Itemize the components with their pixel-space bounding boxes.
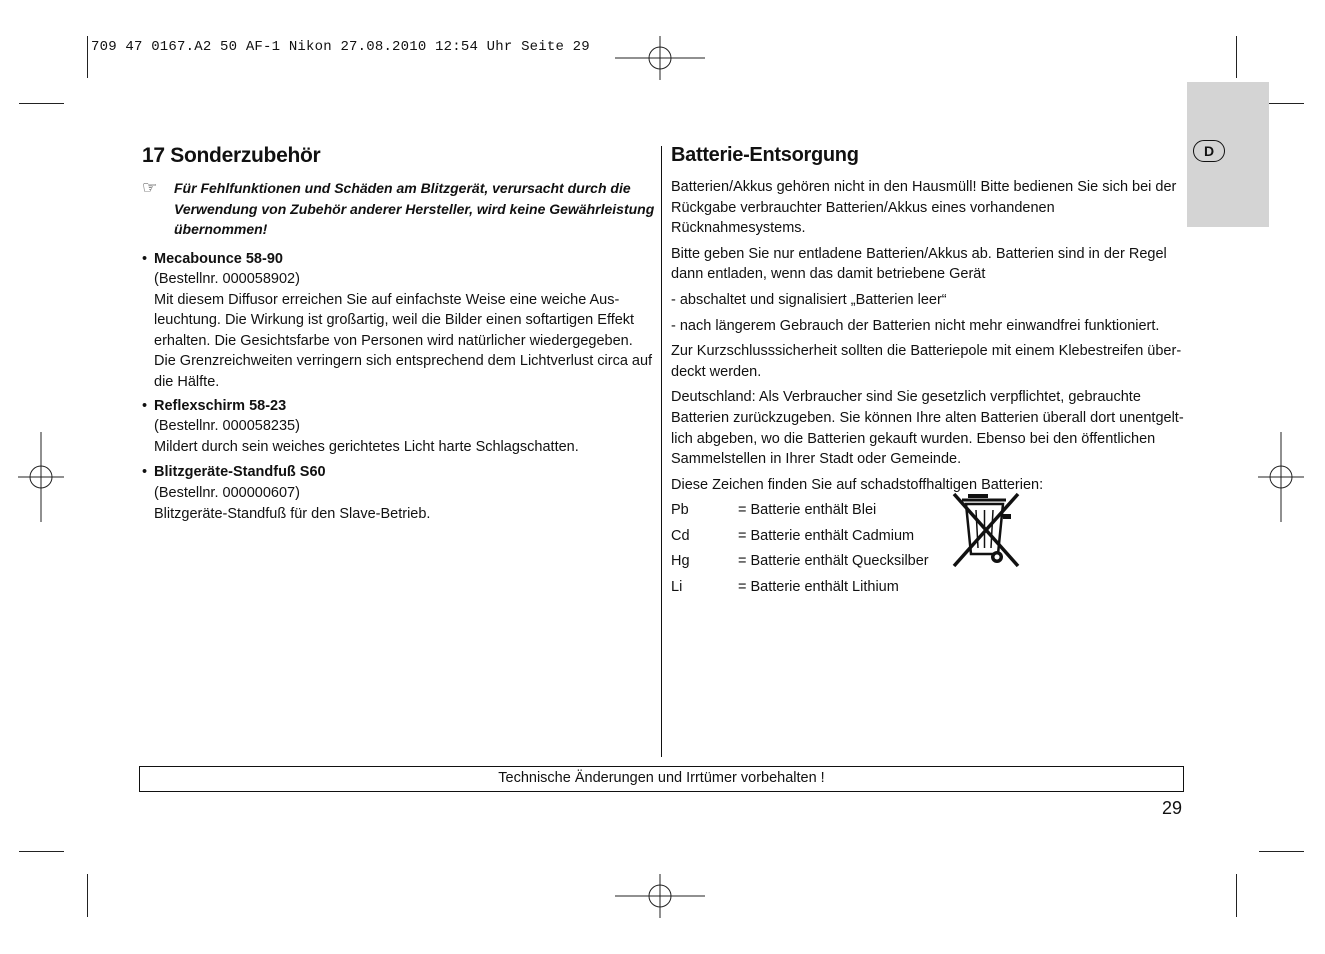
paragraph: Zur Kurzschlusssicherheit sollten die Batteriepole mit einem Klebestreifen über- deckt werden.: [671, 343, 1182, 380]
accessory-title: Mecabounce 58-90: [154, 250, 283, 267]
page-number: 29: [1161, 798, 1182, 818]
battery-symbol-list: [671, 500, 1185, 602]
warranty-note: [142, 178, 656, 240]
right-column: [671, 144, 1185, 602]
accessory-item: • Mecabounce 58-90 (Bestellnr. 000058902) Mit diesem Diffusor erreichen Sie auf einfachste Weise eine weiche Aus- leuchtung. Die Wirkung ist großartig, weil die Bilder einen softartigen Effekt erhalten. Die Gesichtsfarbe von Personen wird natürlicher wiedergegeben. Die Grenzreichweiten verringern sich entsprechend dem Lichtverlust circa auf die Hälfte.: [142, 249, 656, 393]
battery-symbol-row: [671, 526, 1185, 552]
paragraph: - nach längerem Gebrauch der Batterien nicht mehr einwandfrei funktioniert.: [671, 317, 1160, 334]
accessory-title: Reflexschirm 58-23: [154, 397, 287, 414]
pointing-hand-icon: ☞: [142, 178, 158, 197]
bullet: •: [142, 464, 148, 481]
paragraph: - abschaltet und signalisiert „Batterien leer“: [671, 291, 947, 308]
left-column: [142, 144, 656, 527]
registration-mark-bottom: [615, 874, 705, 918]
paragraph: Bitte geben Sie nur entladene Batterien/Akkus ab. Batterien sind in der Regel dann entladen, wenn das damit betriebene Gerät: [671, 245, 1167, 283]
language-badge: D: [1193, 140, 1225, 162]
symbol-code: Hg: [671, 553, 690, 570]
bullet: •: [142, 397, 148, 414]
battery-symbol-row: [671, 500, 1185, 526]
footer-disclaimer: Technische Änderungen und Irrtümer vorbehalten !: [139, 766, 1184, 792]
battery-symbol-row: [671, 551, 1185, 577]
symbol-code: Cd: [671, 527, 690, 544]
symbol-code: Li: [671, 578, 683, 595]
accessory-title: Blitzgeräte-Standfuß S60: [154, 464, 326, 481]
symbol-description: = Batterie enthält Lithium: [738, 578, 899, 595]
accessory-item: • Blitzgeräte-Standfuß S60 (Bestellnr. 000000607) Blitzgeräte-Standfuß für den Slave-Betrieb.: [142, 462, 656, 524]
registration-mark-left: [18, 432, 64, 522]
symbol-code: Pb: [671, 502, 689, 519]
registration-mark-top: [615, 36, 705, 80]
warranty-note-text: Für Fehlfunktionen und Schäden am Blitzgerät, verursacht durch die Verwendung von Zubehör anderer Hersteller, wird keine Gewährleistung übernommen!: [174, 180, 655, 237]
symbol-description: = Batterie enthält Blei: [738, 502, 877, 519]
column-divider: [661, 146, 662, 757]
section-heading-accessories: 17 Sonderzubehör: [142, 144, 321, 167]
battery-symbol-row: [671, 577, 1185, 603]
registration-mark-right: [1258, 432, 1304, 522]
paragraph: Deutschland: Als Verbraucher sind Sie gesetzlich verpflichtet, gebrauchte Batterien zurückzugeben. Sie können Ihre alten Batterien überall dort unentgelt- lich abgeben, wo die Batterien gekauft wurden. Ebenso bei den öffentlichen Sammelstellen in Ihrer Stadt oder Gemeinde.: [671, 389, 1184, 468]
symbol-description: = Batterie enthält Quecksilber: [738, 553, 929, 570]
paragraph: Diese Zeichen finden Sie auf schadstoffhaltigen Batterien:: [671, 476, 1044, 493]
symbol-description: = Batterie enthält Cadmium: [738, 527, 915, 544]
section-heading-battery-disposal: Batterie-Entsorgung: [671, 144, 859, 166]
bullet: •: [142, 250, 148, 267]
accessory-item: • Reflexschirm 58-23 (Bestellnr. 000058235) Mildert durch sein weiches gerichtetes Licht harte Schlagschatten.: [142, 396, 656, 458]
crossed-out-wheelie-bin-icon: [950, 490, 1022, 570]
print-slug: 709 47 0167.A2 50 AF-1 Nikon 27.08.2010 12:54 Uhr Seite 29: [91, 39, 590, 55]
paragraph: Batterien/Akkus gehören nicht in den Hausmüll! Bitte bedienen Sie sich bei der Rückgabe verbrauchter Batterien/Akkus eines vorhandenen Rücknahmesystems.: [671, 179, 1177, 237]
